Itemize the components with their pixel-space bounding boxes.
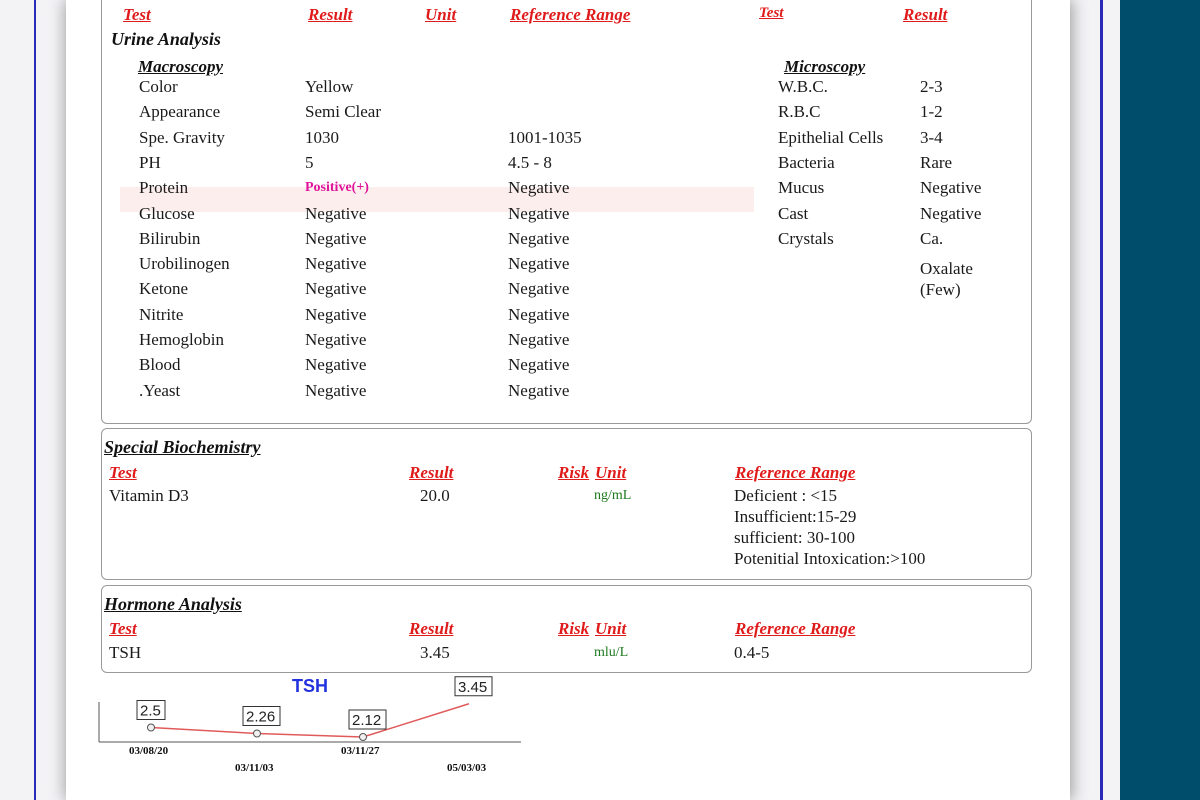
macro-reference: Negative (508, 203, 570, 223)
biochem-header-unit: Unit (595, 463, 627, 482)
window-frame-right (1100, 0, 1103, 800)
hormone-header-risk: Risk (558, 619, 590, 638)
micro-test-name: W.B.C. (778, 77, 828, 96)
macro-result: 5 (305, 152, 314, 172)
macro-reference: Negative (508, 178, 570, 198)
header-micro-result: Result (903, 5, 948, 24)
macro-reference: Negative (508, 330, 570, 349)
macro-test-name: Appearance (139, 102, 221, 122)
macro-result: 1030 (305, 127, 339, 147)
macro-test-name: Hemoglobin (139, 330, 224, 349)
header-reference-range: Reference Range (510, 5, 631, 24)
x-tick-label: 03/08/20 (129, 745, 169, 757)
biochem-unit: ng/mL (594, 488, 632, 503)
biochem-header-reference: Reference Range (735, 463, 856, 482)
biochem-ref-line-1: Deficient : <15 (734, 486, 838, 505)
chart-title: TSH (292, 676, 328, 696)
macro-reference: Negative (508, 228, 570, 248)
biochem-header-test: Test (109, 463, 137, 482)
hormone-header-unit: Unit (595, 619, 627, 638)
special-biochemistry-section (101, 428, 1032, 580)
macro-result: Negative (305, 254, 367, 274)
macro-test-name: Urobilinogen (139, 254, 230, 274)
micro-test-name: Mucus (778, 178, 825, 198)
crystals-result-line-2: Oxalate (920, 259, 973, 278)
x-tick-label: 03/11/27 (341, 745, 380, 757)
macro-result: Negative (305, 330, 367, 349)
biochem-header-risk: Risk (558, 463, 590, 482)
macro-reference: Negative (508, 279, 570, 299)
header-micro-test: Test (759, 5, 784, 21)
micro-test-name: R.B.C (778, 102, 821, 122)
macro-test-name: Bilirubin (139, 228, 201, 248)
micro-result: Rare (920, 152, 953, 172)
macro-reference: Negative (508, 380, 570, 400)
report-sheet (66, 0, 1070, 800)
data-point (254, 730, 261, 737)
macro-result: Semi Clear (305, 102, 382, 122)
macro-result: Negative (305, 203, 367, 223)
crystals-result-line-3: (Few) (920, 280, 961, 299)
macro-result: Negative (305, 304, 367, 324)
macro-test-name: Spe. Gravity (139, 127, 225, 147)
macro-result: Negative (305, 279, 367, 299)
micro-test-name: Epithelial Cells (778, 127, 884, 147)
micro-test-name: Crystals (778, 228, 834, 248)
micro-test-name: Cast (778, 203, 809, 223)
macro-reference: Negative (508, 355, 570, 375)
biochem-ref-line-3: sufficient: 30-100 (734, 528, 856, 547)
macro-test-name: PH (139, 152, 161, 172)
biochem-ref-line-4: Potenitial Intoxication:>100 (734, 549, 926, 568)
window-frame-left (34, 0, 36, 800)
macro-result: Yellow (305, 77, 354, 96)
series-line (151, 704, 469, 737)
hormone-result: 3.45 (420, 643, 450, 662)
macro-test-name: Ketone (139, 279, 189, 299)
data-point (148, 724, 155, 731)
microscopy-title: Microscopy (784, 57, 866, 76)
macro-test-name: Nitrite (139, 304, 184, 324)
hormone-header-test: Test (109, 619, 137, 638)
hormone-unit: mlu/L (594, 645, 629, 660)
hormone-title: Hormone Analysis (104, 594, 242, 614)
macro-reference: 4.5 - 8 (508, 152, 552, 172)
hormone-reference: 0.4-5 (734, 643, 770, 662)
macro-test-name: .Yeast (139, 380, 181, 400)
urine-analysis-section (101, 0, 1032, 424)
header-result: Result (308, 5, 353, 24)
biochem-header-result: Result (409, 463, 454, 482)
macro-test-name: Protein (139, 178, 189, 198)
macro-result: Positive(+) (305, 180, 369, 196)
micro-result: Negative (920, 178, 982, 198)
biochem-test-name: Vitamin D3 (109, 486, 189, 505)
macro-result: Negative (305, 380, 367, 400)
hormone-analysis-section (101, 585, 1032, 673)
hormone-test-name: TSH (109, 643, 142, 662)
x-tick-label: 05/03/03 (447, 762, 487, 774)
biochem-title: Special Biochemistry (104, 437, 261, 457)
data-label: 3.45 (458, 678, 488, 696)
macro-reference: Negative (508, 254, 570, 274)
data-label: 2.5 (140, 702, 161, 720)
macro-result: Negative (305, 228, 367, 248)
header-test: Test (123, 5, 151, 24)
macro-test-name: Color (139, 77, 178, 96)
biochem-ref-line-2: Insufficient:15-29 (734, 507, 857, 526)
micro-result: 1-2 (920, 102, 943, 122)
macro-reference: 1001-1035 (508, 127, 582, 147)
protein-highlight-row (120, 187, 754, 212)
micro-result: Ca. (920, 228, 944, 248)
micro-result: Negative (920, 203, 982, 223)
macro-result: Negative (305, 355, 367, 375)
data-label: 2.12 (352, 712, 382, 729)
hormone-header-result: Result (409, 619, 454, 638)
header-unit: Unit (425, 5, 457, 24)
hormone-header-reference: Reference Range (735, 619, 856, 638)
micro-result: 3-4 (920, 127, 943, 147)
x-tick-label: 03/11/03 (235, 762, 274, 774)
macro-reference: Negative (508, 304, 570, 324)
macro-test-name: Blood (139, 355, 181, 375)
data-label: 2.26 (246, 708, 276, 726)
macroscopy-title: Macroscopy (138, 57, 223, 76)
micro-result: 2-3 (920, 77, 943, 96)
biochem-result: 20.0 (420, 486, 450, 505)
urine-analysis-title: Urine Analysis (111, 29, 221, 49)
side-panel (1120, 0, 1200, 800)
micro-test-name: Bacteria (778, 152, 835, 172)
macro-test-name: Glucose (139, 203, 195, 223)
data-point (360, 734, 367, 741)
